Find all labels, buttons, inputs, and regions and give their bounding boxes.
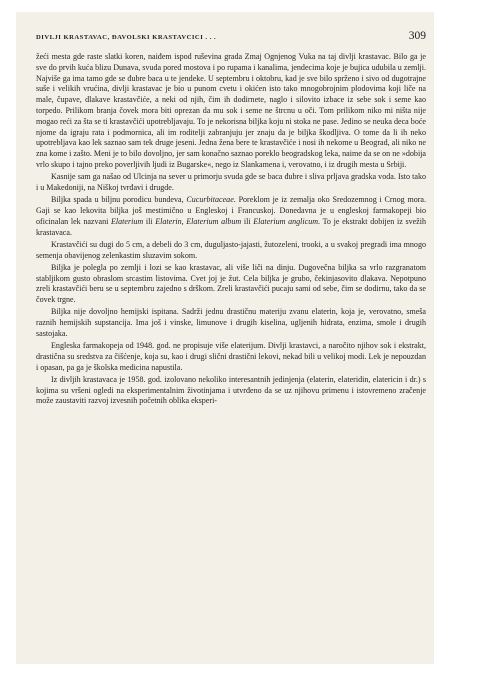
paragraph-3-text-b: . Poreklom je iz zemalja oko Sredozemnog i Crnog mora. Gaji se kao lekovita biljka još mestimično u Engleskoj i Francuskoj. Donedavna je u engleskoj farmakopeji bio oficinalan lek nazvani [36, 195, 426, 226]
paragraph-3-text-a: Biljka spada u biljnu porodicu bundeva, [51, 195, 187, 205]
drug-name-elaterin: Elaterin, Elaterium album [155, 216, 242, 226]
drug-name-elaterium: Elaterium [111, 216, 144, 226]
paragraph-6: Biljka nije dovoljno hemijski ispitana. Sadrži jednu drastičnu materiju zvanu elaterin, koja je, verovatno, smeša raznih hemijskih supstancija. Ima još i vinske, limunove i drugih kiselina, ugljenih hidrata, enzima, smole i drugih sastojaka. [36, 307, 426, 338]
paragraph-8: Iz divljih krastavaca je 1958. god. izolovano nekoliko interesantnih jedinjenja (elaterin, elateridin, elatericin i dr.) s kojima su vršeni ogledi na eksperimentalnim životinjama i utvrđeno da se uz njihovu primenu i istovremeno zračenje može zaustaviti razvoj izvesnih početnih oblika eksperi- [36, 374, 426, 406]
running-head: DIVLJI KRASTAVAC, ĐAVOLSKI KRASTAVCICI . . . [36, 34, 217, 41]
paragraph-7: Engleska farmakopeja od 1948. god. ne propisuje više elaterijum. Divlji krastavci, a naročito njihov sok i ekstrakt, drastična su sredstva za čišćenje, koja su, kao i drugi slični drastični lekovi, nekad bili u velikoj modi. Lek je nepouzdan i opasan, pa ga je školska medicina napustila. [36, 341, 426, 372]
paragraph-5: Biljka je polegla po zemlji i lozi se kao krastavac, ali više liči na dinju. Dugovečna biljka sa vrlo razgranatom stabljikom gusto obraslom srcastim listovima. Cvet joj je žut. Cela biljka je grubo, čekinjasovito dlakava. Nepotpuno zreli krastavčići beru se u septembru zajedno s drškom. Zreli krastavčići pucaju sami od sebe, čim se dodirnu, tako da se čovek trgne. [36, 262, 426, 305]
paragraph-1: žeći mesta gde raste slatki koren, naiđem ispod ruševina grada Zmaj Ognjenog Vuka na taj divlji krastavac. Bilo ga je sve do prvih kuća blizu Dunava, svuda pored mostova i po rupama i kanalima, jendecima koje je bujica udubila u zemlji. Najviše ga ima tamo gde se đubre baca u te jendeke. U septembru i oktobru, kad je sve bilo sprženo i sivo od dugotrajne suše i velikih vrućina, divlji krastavac je bio u punom cvetu i okićen isto tako mnogobrojnim plodovima koji liče na male, čupave, dlakave krastavčiće, a neki od njih, čim ih dodirnete, naglo i silovito izbace iz sebe sok i seme kao torpedo. Prilikom branja čovek mora biti oprezan da mu sok i seme ne štrcnu u oči. Tom prilikom niko mi ništa nije mogao reći za šta se ti krastavčići upotrebljavaju. To je nekorisna biljka koju ni stoka ne pase. Jedino se neuka deca boće njome da igraju rata i podmornica, ali im roditelji zabranjuju jer znaju da je biljka škodljiva. O tome da li ih neko upotrebljava kao lek saznao sam tek druge jeseni. Jedna žena bere te krastavčiće i nosi ih nekome u Beograd, ali niko ne zna kome i zašto. Meni je to bilo dovoljno, jer sam konačno saznao poreklo beogradskog leka, naime da se on ne »dobija vrlo skupo i tajno preko poverljivih ljudi iz Bugarske«, nego iz Slankamena i, verovatno, i iz drugih mesta u Srbiji. [36, 52, 426, 169]
book-page [16, 12, 434, 664]
paragraph-3-text-c: ili [143, 216, 156, 226]
page-body [36, 52, 426, 407]
botanical-family-name: Cucurbitaceae [186, 195, 234, 205]
paragraph-3-text-d: ili [241, 216, 254, 226]
paragraph-3-text-e: . To je ekstrakt dobijen iz svežih krastavaca. [36, 216, 427, 237]
paragraph-3 [36, 195, 426, 238]
paragraph-4: Krastavčići su dugi do 5 cm, a debeli do 3 cm, duguljasto-jajasti, žutozeleni, trooki, a u svakoj pregradi ima mnogo semenja obavijenog zelenkastim sluzavim sokom. [36, 239, 426, 260]
page-header [36, 30, 426, 52]
paragraph-2: Kasnije sam ga našao od Ulcinja na sever u primorju svuda gde se baca đubre i sliva prljava gradska voda. Isto tako i u Makedoniji, na Niškoj tvrđavi i drugde. [36, 172, 426, 192]
drug-name-elaterium-anglicum: Elaterium anglicum [253, 216, 319, 226]
page-number: 309 [408, 30, 426, 42]
